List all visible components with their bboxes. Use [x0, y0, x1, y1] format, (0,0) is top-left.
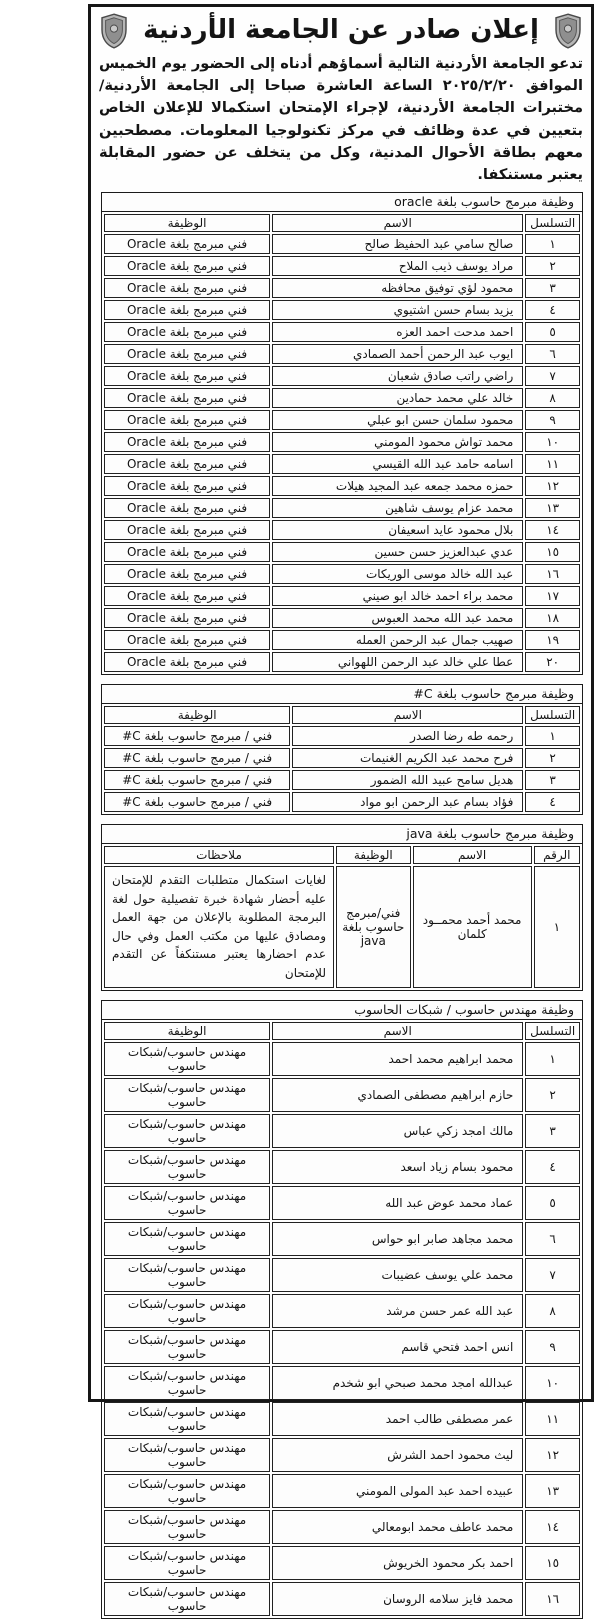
announcement-title: إعلان صادر عن الجامعة الأردنية [143, 15, 539, 46]
name-cell: محمود بسام زياد اسعد [272, 1150, 523, 1184]
pos-cell: مهندس حاسوب/شبكات حاسوب [104, 1438, 270, 1472]
pos-cell: فني مبرمج بلغة Oracle [104, 322, 270, 342]
serial-cell: ٦ [525, 344, 580, 364]
pos-cell: فني مبرمج بلغة Oracle [104, 542, 270, 562]
pos-cell: فني مبرمج بلغة Oracle [104, 432, 270, 452]
serial-cell: ١٢ [525, 1438, 580, 1472]
name-cell: يزيد بسام حسن اشتيوي [272, 300, 523, 320]
table-row [104, 1402, 580, 1436]
table-title-csharp: وظيفة مبرمج حاسوب بلغة C# [101, 684, 583, 704]
pos-cell: فني مبرمج بلغة Oracle [104, 454, 270, 474]
name-cell: محمود لؤي توفيق محافظه [272, 278, 523, 298]
name-cell: محمد ابراهيم محمد احمد [272, 1042, 523, 1076]
pos-cell: مهندس حاسوب/شبكات حاسوب [104, 1186, 270, 1220]
table-row [104, 1150, 580, 1184]
pos-cell: فني مبرمج بلغة Oracle [104, 652, 270, 672]
pos-cell: مهندس حاسوب/شبكات حاسوب [104, 1258, 270, 1292]
name-cell: عبدالله امجد محمد صبحي ابو شخدم [272, 1366, 523, 1400]
name-cell: محمود سلمان حسن ابو عبلي [272, 410, 523, 430]
serial-cell: ١٣ [525, 1474, 580, 1508]
table-row [104, 1366, 580, 1400]
name-cell: محمد مجاهد صابر ابو حواس [272, 1222, 523, 1256]
serial-cell: ١٩ [525, 630, 580, 650]
pos-cell: مهندس حاسوب/شبكات حاسوب [104, 1582, 270, 1616]
table-title-oracle: وظيفة مبرمج حاسوب بلغة oracle [101, 192, 583, 212]
announcement-header [97, 11, 585, 49]
table-row [104, 1330, 580, 1364]
name-cell: عبد الله عمر حسن مرشد [272, 1294, 523, 1328]
serial-cell: ٩ [525, 1330, 580, 1364]
table-row [104, 726, 580, 746]
column-header: الاسم [292, 706, 523, 724]
table-row [104, 542, 580, 562]
serial-cell: ١٤ [525, 1510, 580, 1544]
table-row [104, 454, 580, 474]
column-header: الوظيفة [104, 706, 290, 724]
name-cell: عدي عبدالعزيز حسن حسين [272, 542, 523, 562]
serial-cell: ١ [525, 234, 580, 254]
serial-cell: ٥ [525, 1186, 580, 1220]
table-row [104, 520, 580, 540]
column-header: الوظيفة [336, 846, 411, 864]
serial-cell: ١٢ [525, 476, 580, 496]
pos-cell: مهندس حاسوب/شبكات حاسوب [104, 1294, 270, 1328]
column-header: التسلسل [525, 1022, 580, 1040]
name-cell: خالد علي محمد حمادين [272, 388, 523, 408]
pos-cell: فني مبرمج بلغة Oracle [104, 366, 270, 386]
name-cell: ليث محمود احمد الشرش [272, 1438, 523, 1472]
pos-cell: فني / مبرمج حاسوب بلغة C# [104, 748, 290, 768]
name-cell: صهيب جمال عبد الرحمن العمله [272, 630, 523, 650]
pos-cell: فني مبرمج بلغة Oracle [104, 586, 270, 606]
name-cell: محمد أحمد محمــود كلمان [413, 866, 532, 988]
pos-cell: فني مبرمج بلغة Oracle [104, 234, 270, 254]
serial-cell: ٣ [525, 770, 580, 790]
table-row [104, 1042, 580, 1076]
name-cell: احمد بكر محمود الخريوش [272, 1546, 523, 1580]
pos-cell: فني مبرمج بلغة Oracle [104, 564, 270, 584]
pos-cell: فني مبرمج بلغة Oracle [104, 476, 270, 496]
table-row [104, 432, 580, 452]
oracle-programmers-section [101, 192, 583, 675]
name-cell: محمد عزام يوسف شاهين [272, 498, 523, 518]
notes-cell: لغايات استكمال متطلبات التقدم للإمتحان عليه أحضار شهادة خبرة تفصيلية حول لغة البرمجة المطلوبة بالإعلان من جهة العمل ومصادق عليها من مكتب العمل وفي حال عدم احضارها يعتبر مستنكفاً عن التقدم للإمتحان [104, 866, 334, 988]
pos-cell: فني مبرمج بلغة Oracle [104, 256, 270, 276]
serial-cell: ١٣ [525, 498, 580, 518]
java-programmers-table [101, 843, 583, 991]
table-row [104, 748, 580, 768]
name-cell: صالح سامي عبد الحفيظ صالح [272, 234, 523, 254]
serial-cell: ١١ [525, 454, 580, 474]
network-engineers-table [101, 1019, 583, 1619]
serial-cell: ١ [525, 1042, 580, 1076]
column-header: الاسم [272, 214, 523, 232]
pos-cell: مهندس حاسوب/شبكات حاسوب [104, 1510, 270, 1544]
table-row [104, 410, 580, 430]
university-emblem-icon-left [553, 13, 583, 49]
name-cell: هديل سامح عبيد الله الضمور [292, 770, 523, 790]
pos-cell: فني مبرمج بلغة Oracle [104, 608, 270, 628]
name-cell: اسامه حامد عبد الله القيسي [272, 454, 523, 474]
serial-cell: ٧ [525, 1258, 580, 1292]
table-row [104, 1258, 580, 1292]
serial-cell: ٩ [525, 410, 580, 430]
table-row [104, 630, 580, 650]
pos-cell: فني / مبرمج حاسوب بلغة C# [104, 726, 290, 746]
table-row [104, 1078, 580, 1112]
pos-cell: فني مبرمج بلغة Oracle [104, 630, 270, 650]
serial-cell: ١٠ [525, 432, 580, 452]
name-cell: احمد مدحت احمد العزه [272, 322, 523, 342]
name-cell: محمد علي يوسف عضيبات [272, 1258, 523, 1292]
table-row [104, 1474, 580, 1508]
name-cell: راضي راتب صادق شعبان [272, 366, 523, 386]
name-cell: حمزه محمد جمعه عبد المجيد هيلات [272, 476, 523, 496]
name-cell: محمد عبد الله محمد العبوس [272, 608, 523, 628]
pos-cell: مهندس حاسوب/شبكات حاسوب [104, 1078, 270, 1112]
table-row [104, 498, 580, 518]
table-row [104, 1510, 580, 1544]
serial-cell: ٤ [525, 792, 580, 812]
table-row [104, 586, 580, 606]
column-header: ملاحظات [104, 846, 334, 864]
serial-cell: ٢ [525, 256, 580, 276]
intro-paragraph: تدعو الجامعة الأردنية التالية أسماؤهم أدناه إلى الحضور يوم الخميس الموافق ٢٠٢٥/٢/٢٠ الساعة العاشرة صباحا إلى الجامعة الأردنية/ مختبرات الجامعة الأردنية، لإجراء الإمتحان استكمالا للإعلان الخاص بتعيين في عدة وظائف في مركز تكنولوجيا المعلومات. مصطحبين معهم بطاقة الأحوال المدنية، وكل من يتخلف عن حضور المقابلة يعتبر مستنكفا. [99, 55, 584, 183]
table-row [104, 278, 580, 298]
name-cell: مراد يوسف ذيب الملاح [272, 256, 523, 276]
csharp-programmers-section [101, 684, 583, 815]
table-row [104, 1114, 580, 1148]
column-header: الاسم [413, 846, 532, 864]
table-row [104, 792, 580, 812]
pos-cell: فني/مبرمج حاسوب بلغة java [336, 866, 411, 988]
table-row [104, 344, 580, 364]
serial-cell: ١٧ [525, 586, 580, 606]
serial-cell: ١٦ [525, 564, 580, 584]
name-cell: عمر مصطفى طالب احمد [272, 1402, 523, 1436]
pos-cell: مهندس حاسوب/شبكات حاسوب [104, 1222, 270, 1256]
table-row [104, 770, 580, 790]
network-engineers-section [101, 1000, 583, 1619]
pos-cell: مهندس حاسوب/شبكات حاسوب [104, 1402, 270, 1436]
name-cell: عماد محمد عوض عبد الله [272, 1186, 523, 1220]
pos-cell: مهندس حاسوب/شبكات حاسوب [104, 1366, 270, 1400]
table-row [104, 1294, 580, 1328]
table-row [104, 652, 580, 672]
pos-cell: مهندس حاسوب/شبكات حاسوب [104, 1546, 270, 1580]
serial-cell: ٧ [525, 366, 580, 386]
table-row [104, 366, 580, 386]
pos-cell: مهندس حاسوب/شبكات حاسوب [104, 1042, 270, 1076]
pos-cell: مهندس حاسوب/شبكات حاسوب [104, 1114, 270, 1148]
name-cell: عبيده احمد عبد المولى المومني [272, 1474, 523, 1508]
name-cell: محمد عاطف محمد ابومعالي [272, 1510, 523, 1544]
column-header: الاسم [272, 1022, 523, 1040]
table-row [104, 866, 580, 988]
table-row [104, 1582, 580, 1616]
table-row [104, 1546, 580, 1580]
pos-cell: فني مبرمج بلغة Oracle [104, 278, 270, 298]
table-header-row [104, 706, 580, 724]
table-title-java: وظيفة مبرمج حاسوب بلغة java [101, 824, 583, 844]
serial-cell: ١ [534, 866, 580, 988]
name-cell: ايوب عبد الرحمن أحمد الصمادي [272, 344, 523, 364]
csharp-programmers-table [101, 703, 583, 815]
pos-cell: فني مبرمج بلغة Oracle [104, 410, 270, 430]
table-header-row [104, 846, 580, 864]
name-cell: عبد الله خالد موسى الوريكات [272, 564, 523, 584]
column-header: الوظيفة [104, 214, 270, 232]
table-row [104, 1222, 580, 1256]
name-cell: عطا علي خالد عبد الرحمن اللهواني [272, 652, 523, 672]
name-cell: حازم ابراهيم مصطفى الصمادي [272, 1078, 523, 1112]
table-header-row [104, 1022, 580, 1040]
table-row [104, 234, 580, 254]
table-row [104, 322, 580, 342]
serial-cell: ٨ [525, 388, 580, 408]
serial-cell: ١٨ [525, 608, 580, 628]
serial-cell: ١٦ [525, 1582, 580, 1616]
serial-cell: ٢٠ [525, 652, 580, 672]
table-row [104, 564, 580, 584]
table-header-row [104, 214, 580, 232]
serial-cell: ٣ [525, 278, 580, 298]
column-header: الرقم [534, 846, 580, 864]
serial-cell: ١٥ [525, 1546, 580, 1580]
pos-cell: فني مبرمج بلغة Oracle [104, 344, 270, 364]
table-row [104, 1438, 580, 1472]
serial-cell: ١٤ [525, 520, 580, 540]
pos-cell: مهندس حاسوب/شبكات حاسوب [104, 1474, 270, 1508]
serial-cell: ٨ [525, 1294, 580, 1328]
table-row [104, 476, 580, 496]
university-emblem-icon-right [99, 13, 129, 49]
serial-cell: ٤ [525, 1150, 580, 1184]
name-cell: محمد فايز سلامه الروسان [272, 1582, 523, 1616]
table-row [104, 1186, 580, 1220]
column-header: التسلسل [525, 706, 580, 724]
name-cell: مالك امجد زكي عباس [272, 1114, 523, 1148]
name-cell: فؤاد بسام عبد الرحمن ابو مواد [292, 792, 523, 812]
oracle-programmers-table [101, 211, 583, 675]
serial-cell: ١٥ [525, 542, 580, 562]
serial-cell: ١٠ [525, 1366, 580, 1400]
java-programmers-section [101, 824, 583, 991]
pos-cell: فني مبرمج بلغة Oracle [104, 520, 270, 540]
serial-cell: ٣ [525, 1114, 580, 1148]
pos-cell: فني مبرمج بلغة Oracle [104, 498, 270, 518]
column-header: التسلسل [525, 214, 580, 232]
name-cell: انس احمد فتحي قاسم [272, 1330, 523, 1364]
name-cell: محمد تواش محمود المومني [272, 432, 523, 452]
serial-cell: ١١ [525, 1402, 580, 1436]
name-cell: بلال محمود عايد اسعيفان [272, 520, 523, 540]
serial-cell: ٤ [525, 300, 580, 320]
name-cell: محمد براء احمد خالد ابو صيني [272, 586, 523, 606]
serial-cell: ٢ [525, 748, 580, 768]
serial-cell: ٢ [525, 1078, 580, 1112]
serial-cell: ٥ [525, 322, 580, 342]
table-row [104, 608, 580, 628]
table-row [104, 256, 580, 276]
column-header: الوظيفة [104, 1022, 270, 1040]
table-title-engineers: وظيفة مهندس حاسوب / شبكات الحاسوب [101, 1000, 583, 1020]
announcement-frame [88, 4, 594, 1613]
serial-cell: ١ [525, 726, 580, 746]
name-cell: فرح محمد عبد الكريم الغنيمات [292, 748, 523, 768]
pos-cell: مهندس حاسوب/شبكات حاسوب [104, 1150, 270, 1184]
table-row [104, 300, 580, 320]
pos-cell: مهندس حاسوب/شبكات حاسوب [104, 1330, 270, 1364]
name-cell: رحمه طه رضا الصدر [292, 726, 523, 746]
table-row [104, 388, 580, 408]
serial-cell: ٦ [525, 1222, 580, 1256]
pos-cell: فني / مبرمج حاسوب بلغة C# [104, 770, 290, 790]
pos-cell: فني مبرمج بلغة Oracle [104, 388, 270, 408]
pos-cell: فني / مبرمج حاسوب بلغة C# [104, 792, 290, 812]
pos-cell: فني مبرمج بلغة Oracle [104, 300, 270, 320]
